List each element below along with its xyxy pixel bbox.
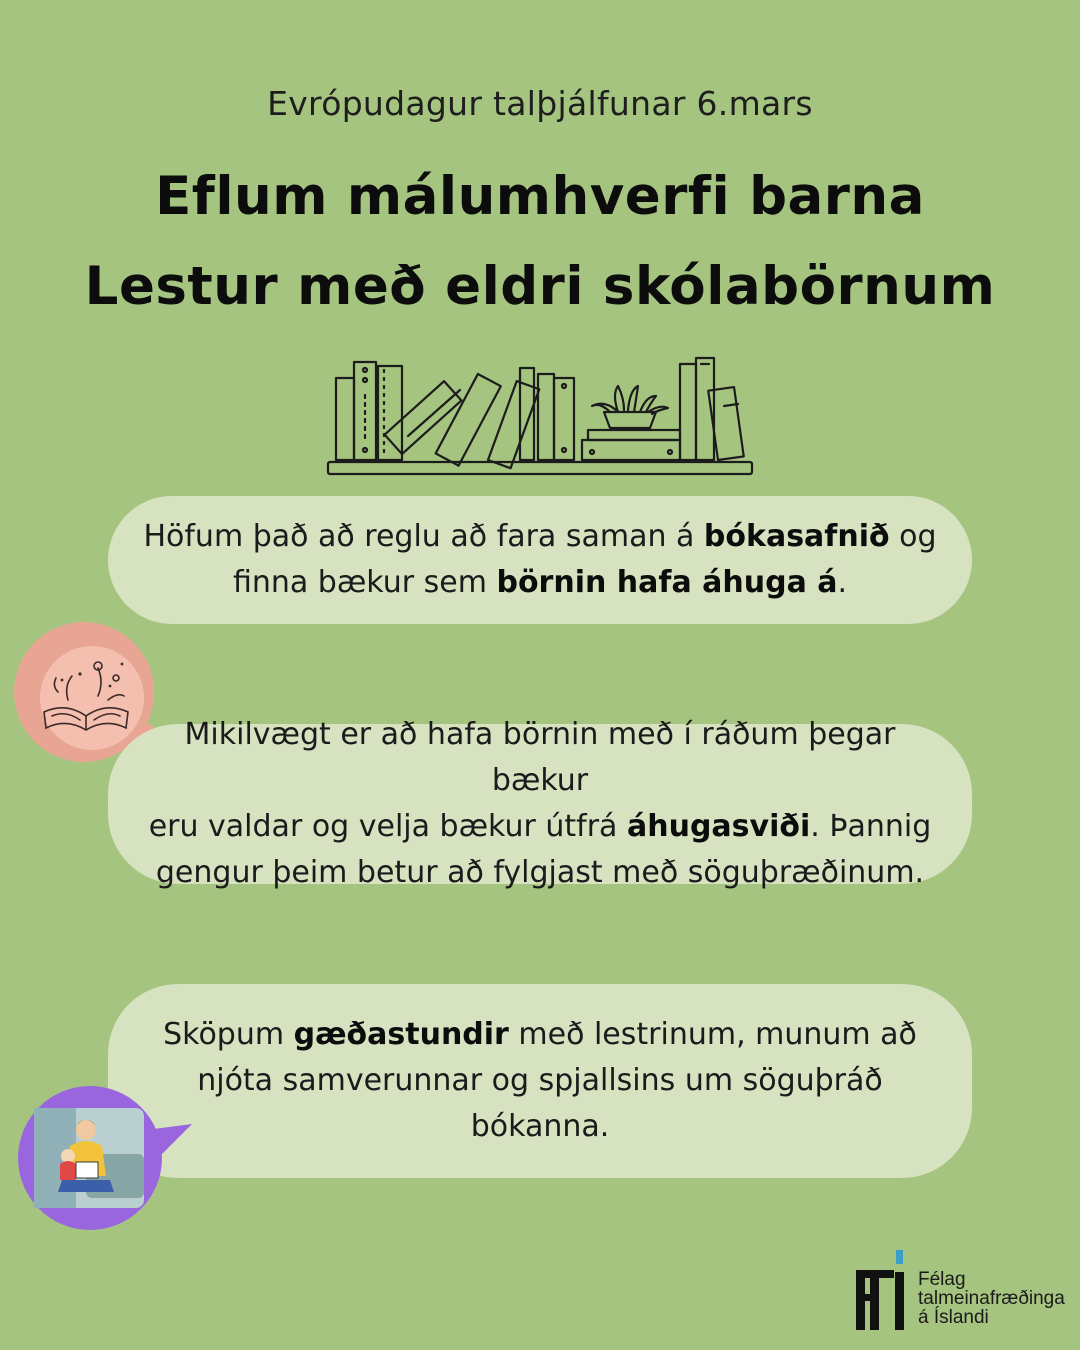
tip-bubble-interests — [108, 717, 972, 890]
tip-bubble-quality-time — [108, 984, 972, 1178]
page-title: Eflum málumhverfi barna — [155, 166, 925, 227]
parent-child-reading-icon — [16, 1080, 196, 1240]
organization-name: Félag talmeinafræðinga á Íslandi — [918, 1269, 1065, 1328]
tip-text-quality-time: Sköpum gæðastundir með lestrinum, munum að njóta samverunnar og spjallsins um söguþráð bókanna. — [163, 1017, 917, 1144]
tip-text-library: Höfum það að reglu að fara saman á bókasafnið og finna bækur sem börnin hafa áhuga á. — [143, 519, 937, 600]
organization-logo — [852, 1250, 1065, 1332]
page-title-secondary: Lestur með eldri skólabörnum — [84, 256, 996, 317]
tip-bubble-library — [108, 496, 972, 624]
bookshelf-illustration — [320, 350, 760, 480]
fti-logo-mark — [852, 1250, 910, 1332]
event-subtitle: Evrópudagur talþjálfunar 6.mars — [267, 84, 813, 123]
tip-text-interests: Mikilvægt er að hafa börnin með í ráðum þegar bækur eru valdar og velja bækur útfrá áhugasviði. Þannig gengur þeim betur að fylgjast með söguþræðinum. — [148, 717, 932, 890]
